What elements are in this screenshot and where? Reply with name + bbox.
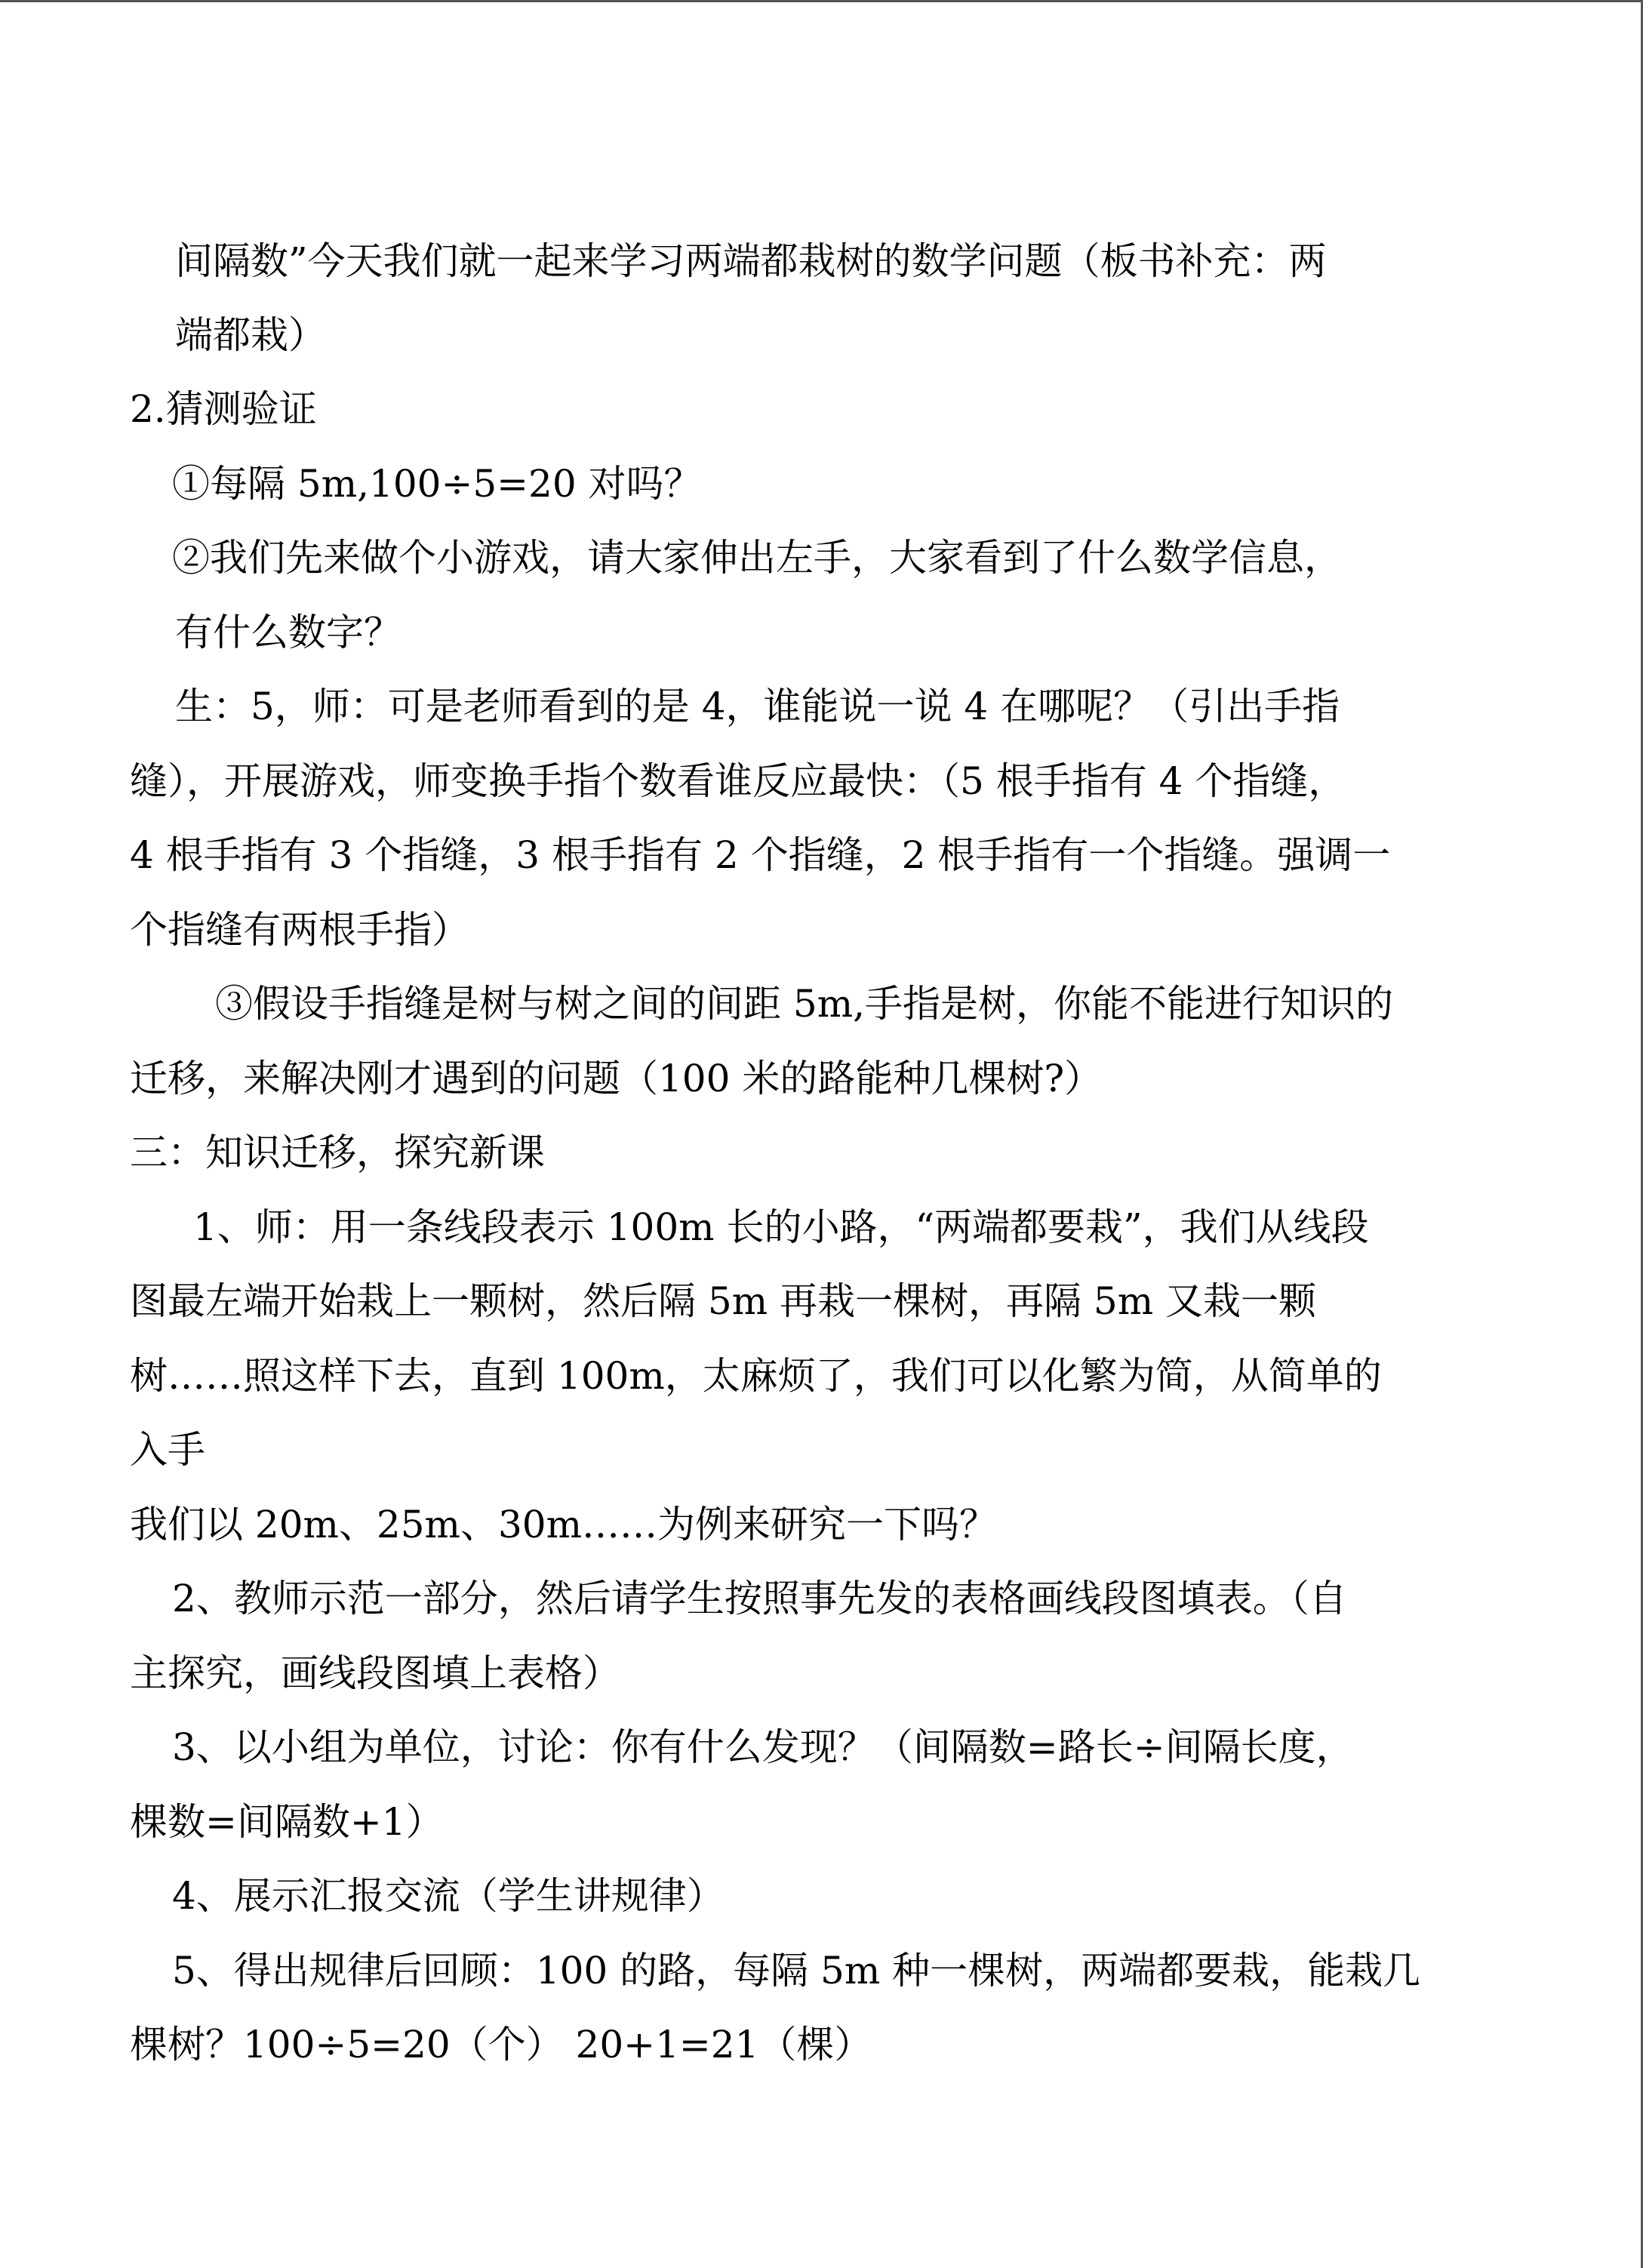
text-line-19: 2、教师示范一部分，然后请学生按照事先发的表格画线段图填表。（自 — [172, 1577, 1347, 1620]
text-line-25: 棵树？100÷5=20（个） 20+1=21（棵） — [130, 2023, 872, 2066]
text-line-23: 4、展示汇报交流（学生讲规律） — [172, 1874, 725, 1918]
text-line-21: 3、以小组为单位，讨论：你有什么发现？（间隔数=路长÷间隔长度， — [172, 1725, 1354, 1769]
page-border-top — [0, 0, 1643, 2]
text-line-22: 棵数=间隔数+1） — [130, 1800, 444, 1844]
section-heading-knowledge-transfer: 三：知识迁移，探究新课 — [130, 1131, 545, 1174]
text-line-8: 缝），开展游戏，师变换手指个数看谁反应最快：（5 根手指有 4 个指缝， — [130, 759, 1346, 803]
text-line-24: 5、得出规律后回顾：100 的路，每隔 5m 种一棵树，两端都要栽，能栽几 — [172, 1949, 1421, 1993]
text-line-5: ②我们先来做个小游戏，请大家伸出左手，大家看到了什么数学信息， — [172, 536, 1342, 580]
text-line-12: 迁移，来解决刚才遇到的问题（100 米的路能种几棵树?） — [130, 1057, 1103, 1100]
text-line-15: 图最左端开始栽上一颗树，然后隔 5m 再栽一棵树，再隔 5m 又栽一颗 — [130, 1279, 1317, 1323]
text-line-2: 端都栽） — [175, 313, 326, 357]
text-line-6: 有什么数字？ — [175, 611, 402, 654]
text-line-16: 树……照这样下去，直到 100m，太麻烦了，我们可以化繁为简，从简单的 — [130, 1354, 1382, 1398]
text-line-14: 1、师：用一条线段表示 100m 长的小路，“两端都要栽”，我们从线段 — [193, 1205, 1369, 1249]
text-line-18: 我们以 20m、25m、30m……为例来研究一下吗？ — [130, 1503, 997, 1546]
section-heading-guess-verify: 2.猜测验证 — [130, 387, 317, 431]
text-line-7: 生：5，师：可是老师看到的是 4，谁能说一说 4 在哪呢？（引出手指 — [175, 685, 1340, 728]
text-line-4: ①每隔 5m,100÷5=20 对吗？ — [172, 462, 702, 506]
text-line-1: 间隔数”今天我们就一起来学习两端都栽树的数学问题（板书补充：两 — [175, 239, 1327, 283]
text-line-20: 主探究，画线段图填上表格） — [130, 1651, 620, 1695]
text-line-11: ③假设手指缝是树与树之间的间距 5m,手指是树，你能不能进行知识的 — [215, 982, 1394, 1026]
text-line-10: 个指缝有两根手指） — [130, 908, 469, 952]
text-line-9: 4 根手指有 3 个指缝，3 根手指有 2 个指缝，2 根手指有一个指缝。强调一 — [130, 833, 1391, 877]
text-line-17: 入手 — [130, 1428, 205, 1472]
